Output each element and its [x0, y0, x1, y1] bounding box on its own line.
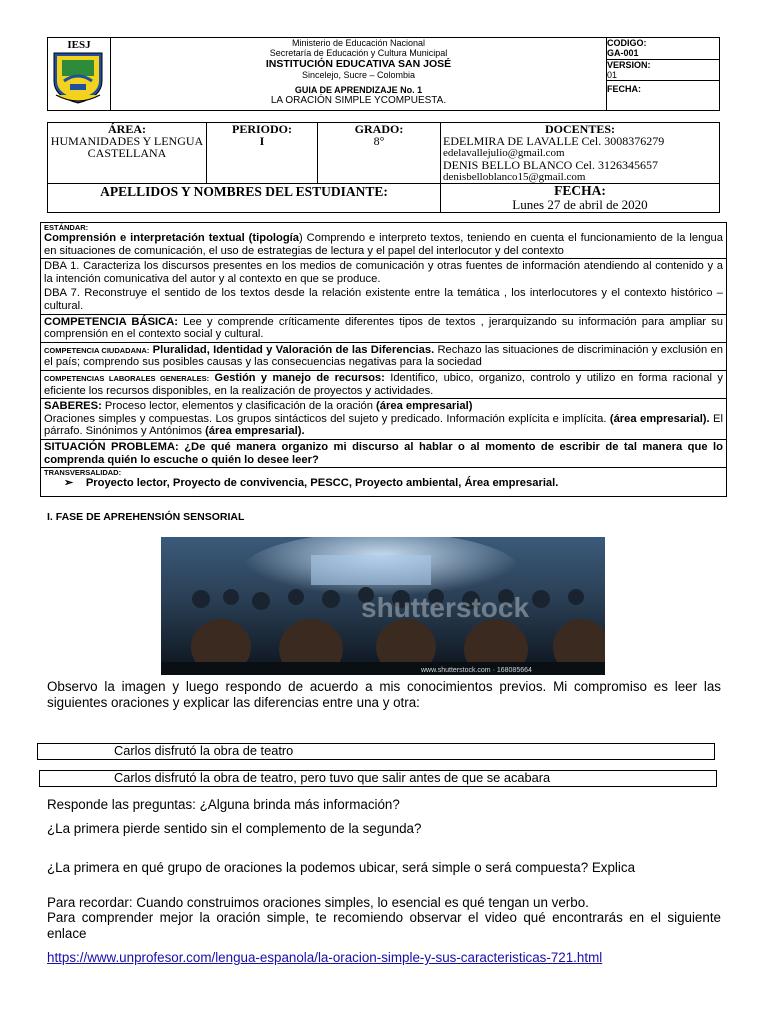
audience-photo: [161, 537, 605, 675]
date-cell: [441, 184, 720, 213]
watermark-text: shutterstock: [361, 592, 530, 623]
dba-row: [41, 259, 727, 314]
estandar-label: ESTÁNDAR:: [44, 223, 89, 232]
secretary-text: Secretaría de Educación y Cultura Municipal: [269, 48, 448, 58]
sentence-2-box: [39, 770, 717, 787]
dba-7: DBA 7. Reconstruye el sentido de los textos desde la relación existente entre la temática , los interlocutores y el contexto histórico – cultural.: [44, 287, 723, 312]
saberes-text-3: El párrafo. Sinónimos y Antónimos: [44, 412, 723, 438]
guide-topic: LA ORACIÓN SIMPLE YCOMPUESTA.: [270, 95, 447, 106]
competencia-basica-text: Lee y comprende críticamente diferentes tipos de textos , jerarquizando su información para ampliar su comprensión en el contexto social y cultural.: [44, 315, 723, 341]
periodo-label: PERIODO:: [232, 122, 292, 136]
codigo-label: CODIGO:: [607, 38, 647, 48]
intro-paragraph: Observo la imagen y luego respondo de acuerdo a mis conocimientos previos. Mi compromiso es leer las siguientes oraciones y explicar las diferencias entre una y otra:: [47, 679, 721, 710]
institution-name: INSTITUCIÓN EDUCATIVA SAN JOSÉ: [265, 58, 452, 70]
docentes-label: DOCENTES:: [544, 122, 615, 136]
version-cell: [607, 59, 720, 81]
competencias-laborales-row: [41, 370, 727, 398]
saberes-label: SABERES:: [44, 400, 102, 413]
fecha-cell: [607, 81, 720, 111]
dba-1: DBA 1. Caracteriza los discursos presentes en los medios de comunicación y otras fuentes de información atendiendo al contenido y a la intención comunicativa del autor y al contexto en que se produce.: [44, 260, 723, 285]
question-3: ¿La primera en qué grupo de oraciones la podemos ubicar, será simple o será compuesta? Explica: [47, 860, 636, 875]
grado-cell: [318, 123, 441, 184]
version-value: 01: [607, 69, 618, 80]
document-header: [47, 37, 720, 111]
transversalidad-label: TRANSVERSALIDAD:: [44, 468, 122, 478]
competencia-basica-label: COMPETENCIA BÁSICA:: [44, 315, 179, 328]
area-cell: [48, 123, 207, 184]
estandar-bold: Comprensión e interpretación textual (tipología: [44, 232, 300, 244]
area-value-1: HUMANIDADES Y LENGUA: [50, 134, 204, 148]
date-label: FECHA:: [554, 183, 606, 198]
saberes-text-1: Proceso lector, elementos y clasificación de la oración: [101, 400, 377, 413]
competencias-laborales-text: Identifico, ubico, organizo, controlo y utilizo en forma racional y eficiente los recursos disponibles, en la realización de proyectos y actividades.: [44, 371, 723, 397]
competencia-ciudadana-row: [41, 342, 727, 370]
sentence-2: Carlos disfrutó la obra de teatro, pero tuvo que salir antes de que se acabara: [114, 770, 551, 785]
codigo-value: GA-001: [607, 48, 639, 58]
situacion-problema-text: ¿De qué manera organizo mi discurso al hablar o al momento de escribir de tal manera que lo comprenda quién lo escuche o quién lo desee leer?: [44, 440, 723, 466]
docentes-cell: [441, 123, 720, 184]
saberes-row: [41, 399, 727, 440]
docente-1: EDELMIRA DE LAVALLE Cel. 3008376279: [443, 134, 665, 148]
situacion-problema-row: [41, 439, 727, 467]
competencias-laborales-label: COMPETENCIAS LABORALES GENERALES:: [44, 373, 210, 383]
audience-image: [161, 537, 605, 675]
remember-1: Para recordar: Cuando construimos oraciones simples, lo esencial es qué tengan un verbo.: [47, 895, 589, 910]
question-1: Responde las preguntas: ¿Alguna brinda más información?: [47, 797, 400, 812]
phase-title: I. FASE DE APREHENSIÓN SENSORIAL: [47, 511, 245, 523]
saberes-bold-3: (área empresarial).: [205, 425, 305, 438]
sentence-1: Carlos disfrutó la obra de teatro: [114, 743, 294, 758]
saberes-bold-2: (área empresarial).: [609, 412, 710, 425]
logo-cell: [48, 38, 111, 111]
periodo-value: I: [259, 134, 265, 148]
competencias-laborales-bold: Gestión y manejo de recursos:: [209, 371, 385, 384]
grado-label: GRADO:: [354, 122, 404, 136]
estandar-row: [41, 223, 727, 259]
saberes-bold-1: (área empresarial): [376, 400, 473, 413]
guide-title: GUIA DE APRENDIZAJE No. 1: [294, 85, 423, 95]
student-name-label: APELLIDOS Y NOMBRES DEL ESTUDIANTE:: [100, 184, 388, 199]
arrow-bullet-icon: ➢: [64, 477, 74, 490]
grado-value: 8°: [373, 134, 385, 148]
area-label: ÁREA:: [108, 122, 146, 136]
sentence-1-box: [37, 743, 715, 760]
version-label: VERSION:: [607, 59, 651, 70]
logo-text: IESJ: [67, 39, 91, 51]
codigo-cell: [607, 38, 720, 60]
competencia-ciudadana-text: Rechazo las situaciones de discriminación y exclusión en el país; comprendo sus posibles causas y las consecuencias negativas para la sociedad: [44, 343, 723, 369]
transversalidad-text: Proyecto lector, Proyecto de convivencia, PESCC, Proyecto ambiental, Área empresarial.: [85, 477, 559, 490]
remember-2: Para comprender mejor la oración simple, te recomiendo observar el video qué encontrarás en el siguiente enlace: [47, 910, 721, 941]
location-text: Sincelejo, Sucre – Colombia: [301, 70, 416, 80]
ministry-text: Ministerio de Educación Nacional: [291, 38, 426, 48]
situacion-problema-label: SITUACIÓN PROBLEMA:: [44, 440, 179, 453]
standards-table: [40, 222, 727, 497]
fecha-label: FECHA:: [607, 84, 641, 95]
periodo-cell: [207, 123, 318, 184]
institution-cell: [111, 38, 607, 111]
area-value-2: CASTELLANA: [87, 146, 167, 160]
photo-caption: www.shutterstock.com · 168085664: [421, 667, 532, 674]
school-shield-icon: [48, 51, 108, 105]
competencia-ciudadana-label: COMPETENCIA CIUDADANA:: [44, 345, 150, 355]
docente-1-email: edelavallejulio@gmail.com: [443, 147, 565, 159]
competencia-basica-row: [41, 314, 727, 342]
course-info-table: [47, 122, 720, 213]
estandar-text: ) Comprendo e interpreto textos, teniendo en cuenta el funcionamiento de la lengua en situaciones de comunicación, el uso de estrategias de lectura y el papel del interlocutor y del contexto: [44, 232, 723, 257]
video-link[interactable]: https://www.unprofesor.com/lengua-espanola/la-oracion-simple-y-sus-caracteristicas-721.html: [47, 950, 603, 965]
student-name-cell[interactable]: [48, 184, 441, 213]
question-2: ¿La primera pierde sentido sin el complemento de la segunda?: [47, 821, 422, 836]
date-value: Lunes 27 de abril de 2020: [512, 197, 648, 212]
saberes-text-2: Oraciones simples y compuestas. Los grupos sintácticos del sujeto y predicado. Información explícita e implícita.: [44, 412, 610, 425]
transversalidad-row: [41, 468, 727, 497]
transversalidad-item: [64, 477, 723, 490]
docente-2: DENIS BELLO BLANCO Cel. 3126345657: [443, 158, 658, 172]
docente-2-email: denisbelloblanco15@gmail.com: [443, 171, 586, 183]
competencia-ciudadana-bold: Pluralidad, Identidad y Valoración de las Diferencias.: [149, 343, 435, 356]
